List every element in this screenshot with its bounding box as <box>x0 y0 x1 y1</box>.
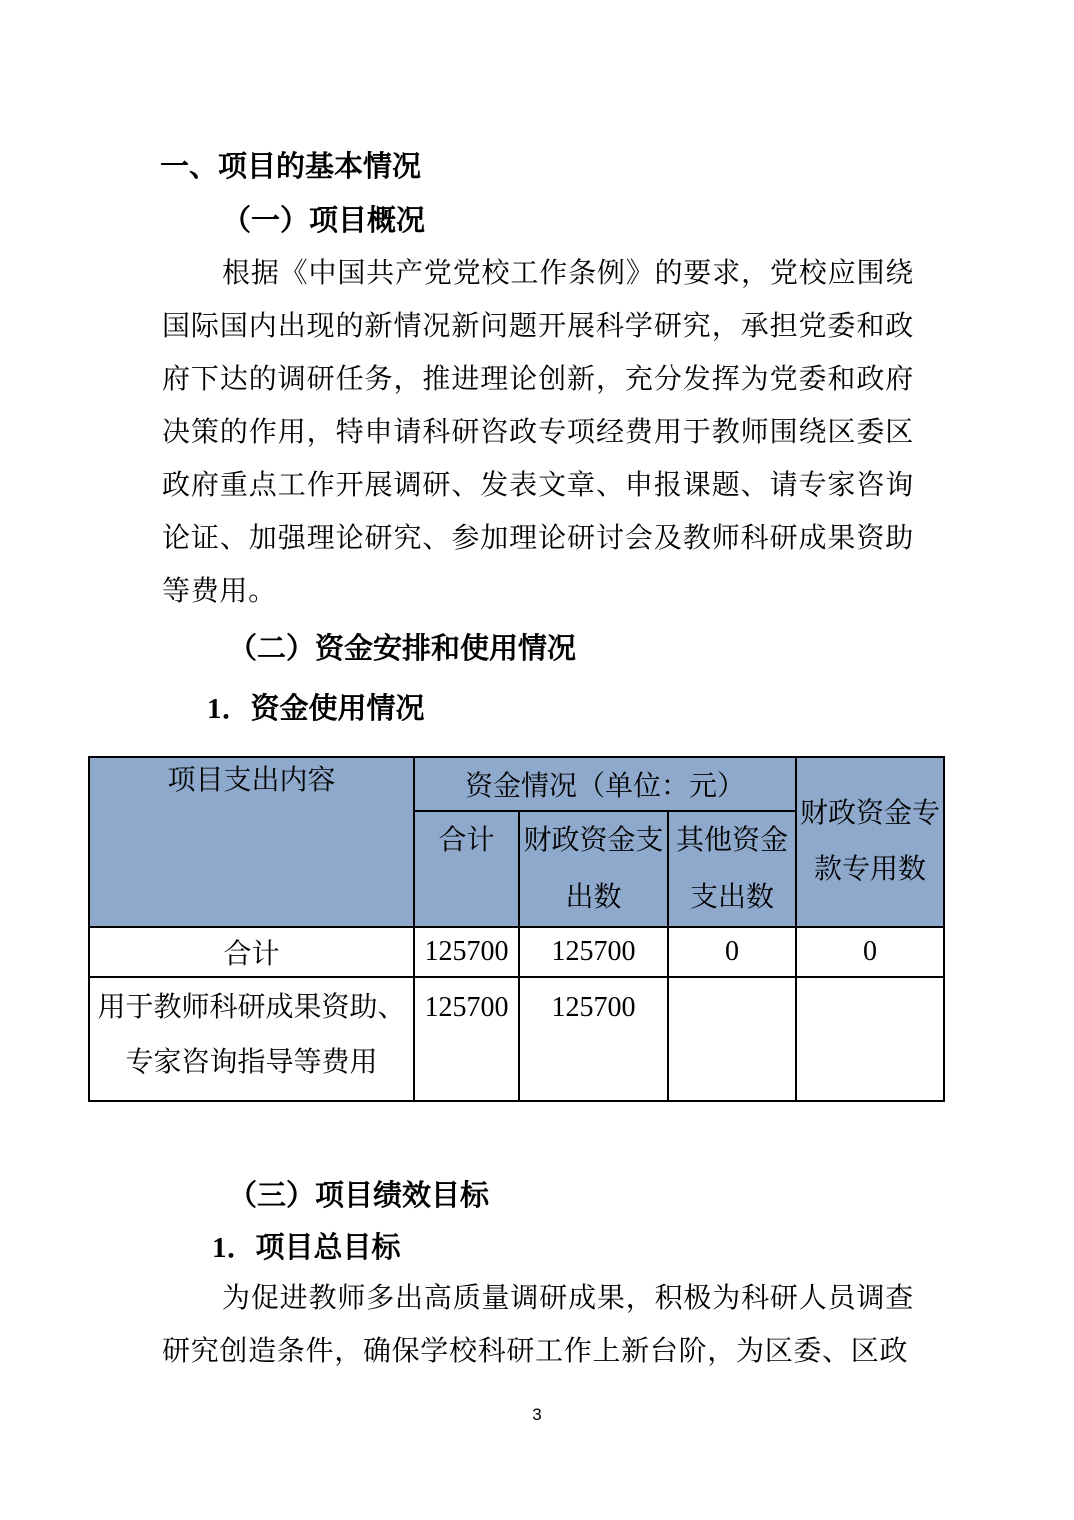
funds-usage-table <box>88 756 945 1102</box>
table-header-row-1 <box>89 757 944 811</box>
table-header-total: 合计 <box>414 811 519 927</box>
table-header-other-expense: 其他资金支出数 <box>668 811 796 927</box>
table-row-total <box>89 927 944 977</box>
subsection-heading-funds-arrangement: （二）资金安排和使用情况 <box>228 633 577 665</box>
paragraph-project-overview: 根据《中国共产党党校工作条例》的要求，党校应围绕国际国内出现的新情况新问题开展科学研究，承担党委和政府下达的调研任务，推进理论创新，充分发挥为党委和政府决策的作用，特申请科研咨政专项经费用于教师围绕区委区政府重点工作开展调研、发表文章、申报课题、请专家咨询论证、加强理论研究、参加理论研讨会及教师科研成果资助等费用。 <box>162 258 914 607</box>
table-cell-item-label: 用于教师科研成果资助、专家咨询指导等费用 <box>89 977 414 1101</box>
table-cell-total-other: 0 <box>668 927 796 977</box>
subsection-heading-performance-goals: （三）项目绩效目标 <box>228 1180 490 1212</box>
table-cell-item-fiscal: 125700 <box>519 977 668 1101</box>
table-header-earmarked: 财政资金专款专用数 <box>796 757 944 927</box>
table-row-item <box>89 977 944 1101</box>
table-header-expense-content: 项目支出内容 <box>89 757 414 927</box>
paragraph-total-goal: 为促进教师多出高质量调研成果，积极为科研人员调查研究创造条件，确保学校科研工作上新台阶，为区委、区政 <box>162 1283 914 1367</box>
section-heading-basic-info: 一、项目的基本情况 <box>160 151 422 183</box>
table-cell-item-earmarked <box>796 977 944 1101</box>
table-cell-total-sum: 125700 <box>414 927 519 977</box>
table-cell-total-earmarked: 0 <box>796 927 944 977</box>
subsubsection-heading-funds-usage: 1．资金使用情况 <box>207 693 425 725</box>
table-header-funds-group: 资金情况（单位：元） <box>414 757 796 811</box>
table-cell-total-fiscal: 125700 <box>519 927 668 977</box>
page-number: 3 <box>532 1405 542 1424</box>
table-header-fiscal-expense: 财政资金支出数 <box>519 811 668 927</box>
subsubsection-heading-total-goal: 1．项目总目标 <box>212 1232 401 1264</box>
table-cell-item-other <box>668 977 796 1101</box>
table-cell-total-label: 合计 <box>89 927 414 977</box>
table-cell-item-sum: 125700 <box>414 977 519 1101</box>
subsection-heading-project-overview: （一）项目概况 <box>222 205 426 237</box>
